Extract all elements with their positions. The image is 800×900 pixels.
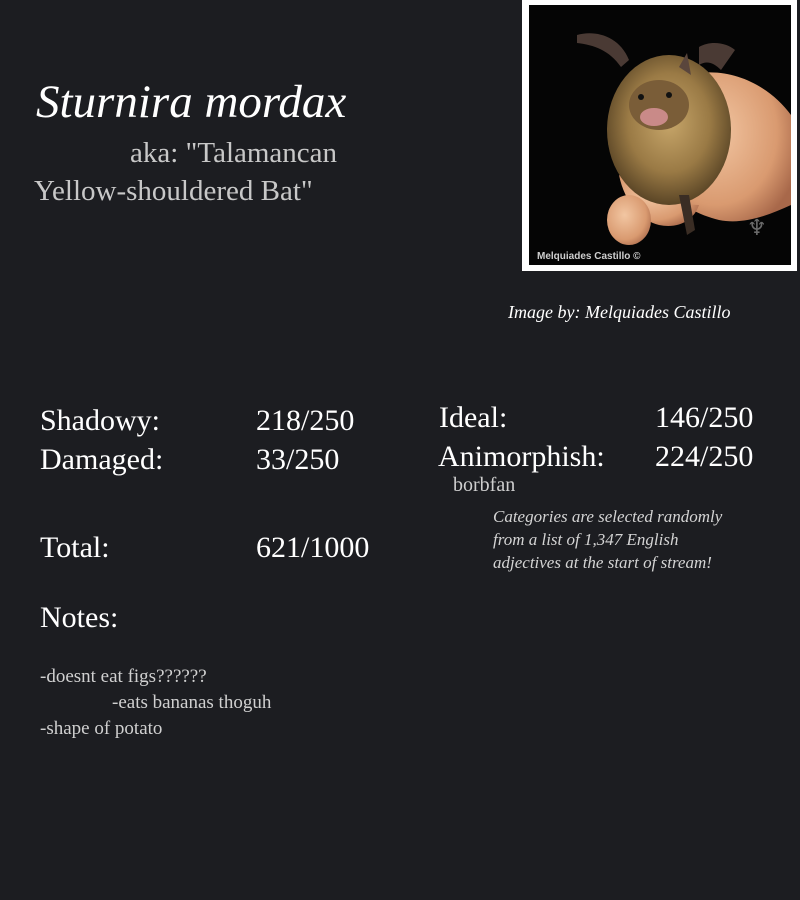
stat-animorphish-value: 224/250 bbox=[655, 440, 754, 473]
stat-shadowy-label: Shadowy: bbox=[40, 404, 160, 437]
category-note-line3: adjectives at the start of stream! bbox=[493, 553, 712, 572]
bat-photo bbox=[522, 0, 797, 271]
stat-damaged-label: Damaged: bbox=[40, 443, 164, 476]
stat-ideal-value: 146/250 bbox=[655, 401, 754, 434]
category-note-line1: Categories are selected randomly bbox=[493, 507, 723, 526]
bat-photo-illustration bbox=[529, 5, 791, 265]
photo-watermark: Melquiades Castillo © bbox=[537, 251, 641, 262]
animorphish-credit: borbfan bbox=[453, 474, 516, 496]
species-common-name-line1: aka: "Talamancan bbox=[130, 137, 338, 169]
category-note-line2: from a list of 1,347 English bbox=[493, 530, 679, 549]
stat-total-label: Total: bbox=[40, 531, 110, 564]
stat-ideal-label: Ideal: bbox=[439, 401, 508, 434]
note-line-1: -doesnt eat figs?????? bbox=[40, 666, 207, 687]
stat-damaged-value: 33/250 bbox=[256, 443, 340, 476]
note-line-2: -eats bananas thoguh bbox=[112, 692, 272, 713]
species-scientific-name: Sturnira mordax bbox=[36, 76, 347, 128]
notes-heading: Notes: bbox=[40, 601, 119, 634]
species-common-name-line2: Yellow-shouldered Bat" bbox=[34, 175, 313, 207]
stat-total-value: 621/1000 bbox=[256, 531, 370, 564]
photo-credit: Image by: Melquiades Castillo bbox=[508, 302, 731, 322]
watermark-logo-icon: ♆ bbox=[747, 215, 767, 240]
category-note bbox=[493, 505, 753, 574]
stat-animorphish-label: Animorphish: bbox=[438, 440, 605, 473]
stat-shadowy-value: 218/250 bbox=[256, 404, 355, 437]
note-line-3: -shape of potato bbox=[40, 718, 163, 739]
